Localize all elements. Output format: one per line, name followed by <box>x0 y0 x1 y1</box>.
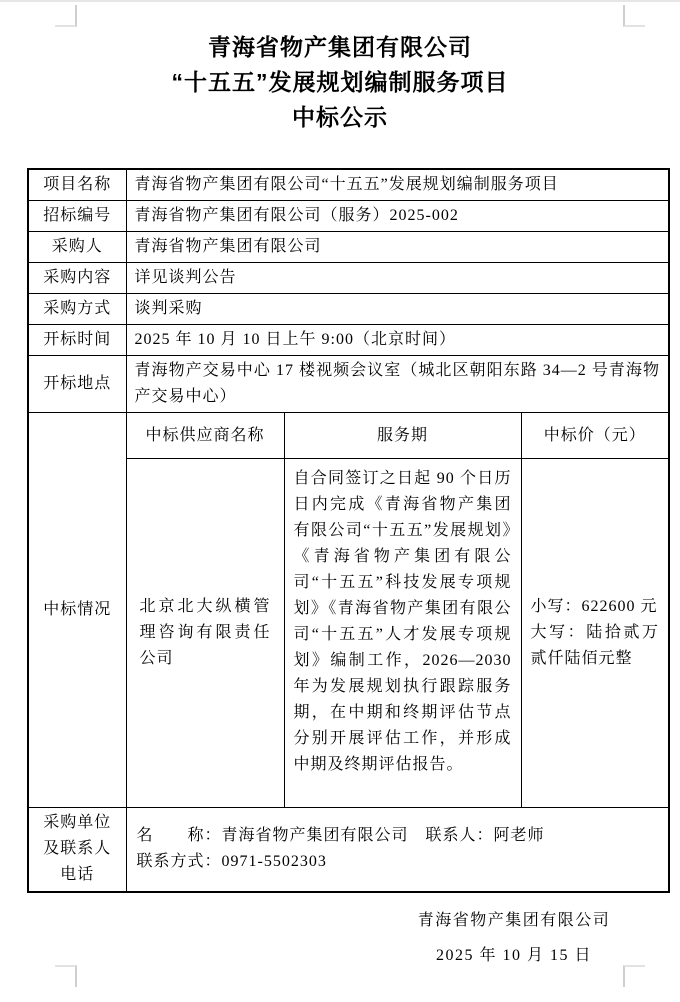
value-tender-number: 青海省物产集团有限公司（服务）2025-002 <box>126 201 669 232</box>
value-purchaser: 青海省物产集团有限公司 <box>126 232 669 263</box>
label-opening-location: 开标地点 <box>28 356 126 413</box>
contact-name-line: 名 称：青海省物产集团有限公司 联系人：阿老师 <box>136 827 545 845</box>
label-opening-time: 开标时间 <box>28 325 126 356</box>
info-row-opening-time <box>28 325 669 356</box>
info-row-project-name <box>28 169 669 201</box>
winning-supplier-name: 北京北大纵横管理咨询有限责任公司 <box>126 459 284 808</box>
info-row-opening-location <box>28 356 669 413</box>
info-row-tender-number <box>28 201 669 232</box>
margin-crop-mark-bottom-right <box>623 965 645 987</box>
value-purchase-content: 详见谈判公告 <box>126 263 669 294</box>
margin-crop-mark-top-right <box>623 5 645 27</box>
price-in-words: 大写：陆拾贰万贰仟陆佰元整 <box>530 624 660 667</box>
label-purchase-content: 采购内容 <box>28 263 126 294</box>
info-row-purchase-method <box>28 294 669 325</box>
signature-block <box>404 903 624 973</box>
column-header-supplier: 中标供应商名称 <box>126 413 284 459</box>
winning-price-cell <box>521 459 669 808</box>
contact-row <box>28 808 669 892</box>
value-opening-time: 2025 年 10 月 10 日上午 9:00（北京时间） <box>126 325 669 356</box>
label-tender-number: 招标编号 <box>28 201 126 232</box>
value-purchase-method: 谈判采购 <box>126 294 669 325</box>
margin-crop-mark-top-left <box>55 5 77 27</box>
price-numeric: 小写：622600 元 <box>530 598 658 615</box>
label-project-name: 项目名称 <box>28 169 126 201</box>
title-line-announcement: 中标公示 <box>292 104 388 130</box>
service-period-text: 自合同签订之日起 90 个日历日内完成《青海省物产集团有限公司“十五五”发展规划》《青海省物产集团有限公司“十五五”科技发展专项规划》《青海省物产集团有限公司“十五五”人才发展专项规划》编制工作，2026—2030 年为发展规划执行跟踪服务期，在中期和终期评估节点分别开展评估工作，并形成中期及终期评估报告。 <box>284 459 521 808</box>
info-row-purchase-content <box>28 263 669 294</box>
contact-info-cell <box>126 808 669 892</box>
document-page <box>0 2 680 1002</box>
signature-date: 2025 年 10 月 15 日 <box>435 947 592 964</box>
label-purchase-method: 采购方式 <box>28 294 126 325</box>
column-header-service-period: 服务期 <box>284 413 521 459</box>
page-title <box>0 2 680 135</box>
info-row-purchaser <box>28 232 669 263</box>
label-award-status: 中标情况 <box>28 413 126 808</box>
value-project-name: 青海省物产集团有限公司“十五五”发展规划编制服务项目 <box>126 169 669 201</box>
title-line-org: 青海省物产集团有限公司 <box>208 34 472 60</box>
award-header-row <box>28 413 669 459</box>
title-line-project: “十五五”发展规划编制服务项目 <box>171 69 509 95</box>
signature-org: 青海省物产集团有限公司 <box>417 912 611 929</box>
margin-crop-mark-bottom-left <box>55 965 77 987</box>
column-header-price: 中标价（元） <box>521 413 669 459</box>
label-purchaser: 采购人 <box>28 232 126 263</box>
contact-phone-line: 联系方式：0971-5502303 <box>136 853 327 871</box>
label-purchasing-unit-contact: 采购单位及联系人电话 <box>28 808 126 892</box>
value-opening-location: 青海物产交易中心 17 楼视频会议室（城北区朝阳东路 34—2 号青海物产交易中心） <box>126 356 669 413</box>
bid-announcement-table <box>27 168 670 893</box>
